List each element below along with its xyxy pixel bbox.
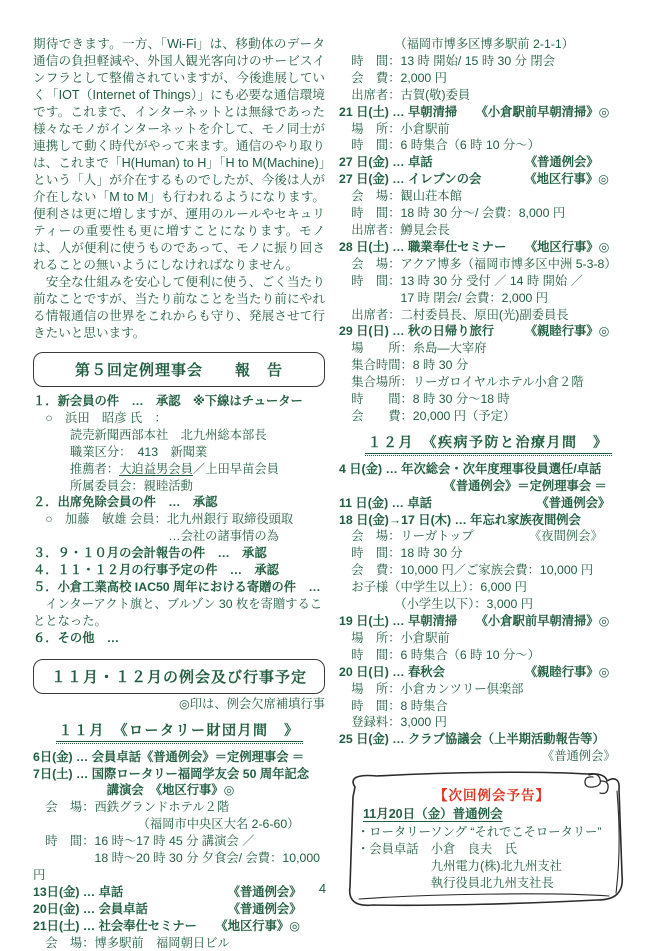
intro-paragraph-2: 安全な仕組みを安心して便利に使う、ごく当たり前なことですが、当たり前なことを当たり前にやれる情報通信の世界をこれからも守り、発展させて行きたいと思います。 [33, 275, 325, 340]
text-line: 場 所：小倉駅前 [339, 121, 450, 136]
text-line: 27 日(金) … 卓話 《普通例会》 [339, 155, 599, 170]
november-heading [33, 720, 325, 744]
text-line: 読売新聞西部本社 北九州総本部長 [33, 427, 267, 442]
text-line: ととなった。 [33, 613, 107, 628]
text-line: ４．１１・１２月の行事予定の件 … 承認 [33, 563, 279, 578]
text-line: 28 日(土) … 職業奉仕セミナー 《地区行事》◎ [339, 239, 610, 254]
text-line: 18 時～20 時 30 分 夕食会/ 会費：10,000 円 [33, 851, 324, 882]
text-line: 13日(金) … 卓話 《普通例会》 [33, 884, 302, 899]
text-line: 出席者：鱒見会長 [339, 222, 450, 237]
left-column [33, 36, 325, 951]
text-line: ２．出席免除会員の件 … 承認 [33, 495, 218, 510]
board-report-title: 第５回定例理事会 報 告 [74, 362, 283, 379]
events-box [33, 659, 325, 694]
text-line: （福岡市博多区博多駅前 2-1-1） [339, 37, 575, 51]
text-line: 時 間：6 時集合（6 時 10 分～） [339, 138, 540, 153]
text-line: 21 日(土) … 早朝清掃 《小倉駅前早朝清掃》◎ [339, 104, 610, 119]
text-line: ・会員卓話 小倉 良夫 氏 [357, 842, 517, 857]
text-line: ○ 浜田 昭彦 氏 ： [33, 410, 167, 425]
intro-paragraph-1: 期待できます。一方、「Wi-Fi」は、移動体のデータ通信の負担軽減や、外国人観光客向けのサービスインフラとして整備されていますが、今後進展していく「IOT（Internet of Things）」にも必要な通信環境です。これまで、インターネットとは無縁であった様々なモノがインターネットを介して、モノ同士が連携して動く時代がやって来ます。通信のやり取りは、これまで「H(Human) to H」「H to M(Machine)」という「人」が介在するものでしたが、今後は人が介在しない「M to M」も行われるようになります。便利さは更に増しますが、運用のルールやセキュリティーの重要性も更に増すことになります。モノは、人が便利に使うものであって、モノに振り回されることの無いようにしなければなりません。 [33, 37, 325, 272]
text-line: 11 日(金) … 卓話 《普通例会》 [339, 495, 611, 510]
text-line: １．新会員の件 … 承認 ※下線はチューター [33, 394, 303, 408]
text-line: （小学生以下）：3,000 円 [339, 597, 534, 612]
text-line: 4 日(金) … 年次総会・次年度理事役員選任/卓話 [339, 461, 602, 476]
text-line: （福岡市中央区大名 2-6-60） [33, 817, 300, 832]
text-line: 《普通例会》＝定例理事会 ＝ [339, 478, 607, 493]
text-line: 25 日(金) … クラブ協議会（上半期活動報告等） [339, 732, 605, 747]
november-schedule [33, 749, 325, 951]
text-line: 九州電力(株)北九州支社 [357, 858, 562, 873]
text-line: 27 日(金) … イレブンの会 《地区行事》◎ [339, 172, 609, 187]
text-line: 集合場所：リーガロイヤルホテル小倉２階 [339, 375, 584, 390]
text-line: 職業区分： 413 新聞業 [33, 444, 208, 459]
text-line: …会社の諸事情の為 [33, 529, 279, 544]
text-line: インターアクト旗と、ブルゾン 30 枚を寄贈するこ [33, 596, 323, 611]
text-line: 出席者：二村委員長、原田(光)副委員長 [339, 307, 569, 322]
text-line: 20 日(日) … 春秋会 《親睦行事》◎ [339, 664, 610, 679]
text-line: 会 場：リーガトップ 《夜間例会》 [339, 529, 603, 544]
board-report-box [33, 352, 325, 387]
text-line: 時 間：8 時 30 分～18 時 [339, 392, 510, 407]
text-line: 会 場：観山荘本館 [339, 189, 462, 204]
text-line: ６．その他 … [33, 630, 120, 645]
text-line: 29 日(日) … 秋の日帰り旅行 《親睦行事》◎ [339, 324, 610, 339]
december-schedule [339, 461, 637, 765]
text-line: 18 日(金)→17 日(木) … 年忘れ家族夜間例会 [339, 512, 581, 527]
text-line: 会 場：博多駅前 福岡朝日ビル [33, 935, 230, 950]
december-heading [339, 432, 637, 456]
page-number: 4 [318, 881, 327, 896]
text-line: 会 費：10,000 円／ご家族会費：10,000 円 [339, 563, 594, 578]
notice-subtitle: 11月20日（金）普通例会 [363, 807, 503, 822]
text-line: 会 費：20,000 円（予定） [339, 408, 516, 423]
text-line: 推薦者：大迫益男会員／上田早苗会員 [33, 461, 279, 476]
text-line: 時 間：8 時集合 [339, 698, 448, 713]
text-line: 会 費：2,000 円 [339, 70, 447, 85]
text-line: 19 日(土) … 早朝清掃 《小倉駅前早朝清掃》◎ [339, 614, 610, 628]
text-line: 時 間：13 時 開始/ 15 時 30 分 閉会 [339, 53, 555, 68]
text-line: お子様（中学生以上）：6,000 円 [339, 580, 527, 595]
text-line: 集合時間：8 時 30 分 [339, 358, 469, 373]
text-line: 講演会 《地区行事》◎ [33, 783, 235, 798]
text-line: 出席者：古賀(敬)委員 [339, 87, 471, 102]
text-line: 登録料：3,000 円 [339, 715, 447, 730]
text-line: 場 所：小倉カンツリー倶楽部 [339, 681, 524, 696]
text-line: ３．９・１０月の会計報告の件 … 承認 [33, 546, 267, 561]
notice-title: 【次回例会予告】 [434, 788, 550, 804]
text-line: 所属委員会：親睦活動 [33, 478, 193, 493]
text-line: 時 間：13 時 30 分 受付 ／ 14 時 開始 ／ [339, 273, 583, 288]
text-line: 20日(金) … 会員卓話 《普通例会》 [33, 901, 302, 916]
text-line: 6日(金) … 会員卓話《普通例会》＝定例理事会 ＝ [33, 749, 305, 764]
text-line: ・ロータリーソング “それでこそロータリー” [357, 825, 602, 840]
text-line: ○ 加藤 敏雄 会員：北九州銀行 取締役頭取 [33, 512, 294, 527]
text-line: 場 所：小倉駅前 [339, 630, 450, 645]
text-line: ５．小倉工業高校 IAC50 周年における寄贈の件 … [33, 579, 321, 594]
november-schedule-continued [339, 36, 637, 425]
november-heading-text: １１月 《ロータリー財団月間 》 [56, 720, 303, 742]
right-column [339, 36, 637, 907]
text-line: 会 場：西鉄グランドホテル２階 [33, 800, 230, 815]
text-line: 場 所：糸島―大宰府 [339, 341, 487, 356]
text-line: 会 場：アクア博多（福岡市博多区中洲 5-3-8） [339, 256, 617, 271]
text-line: 執行役員北九州支社長 [357, 875, 554, 890]
text-line: 時 間：18 時 30 分～/ 会費：8,000 円 [339, 206, 566, 221]
text-line: 時 間：16 時～17 時 45 分 講演会 ／ [33, 834, 255, 849]
text-line: 《普通例会》 [339, 749, 616, 764]
absence-note: ◎印は、例会欠席補填行事 [179, 696, 325, 711]
board-report-list [33, 393, 325, 647]
text-line: 17 時 閉会/ 会費：2,000 円 [339, 290, 549, 305]
text-line: 時 間：18 時 30 分 [339, 546, 463, 561]
december-heading-text: １２月 《疾病予防と治療月間 》 [365, 432, 612, 454]
text-line: 7日(土) … 国際ロータリー福岡学友会 50 周年記念 [33, 766, 310, 781]
text-line: 時 間：6 時集合（6 時 10 分～） [339, 647, 540, 662]
text-line: 21日(土) … 社会奉仕セミナー 《地区行事》◎ [33, 918, 300, 933]
events-box-title: １１月・１２月の例会及び行事予定 [50, 668, 307, 686]
